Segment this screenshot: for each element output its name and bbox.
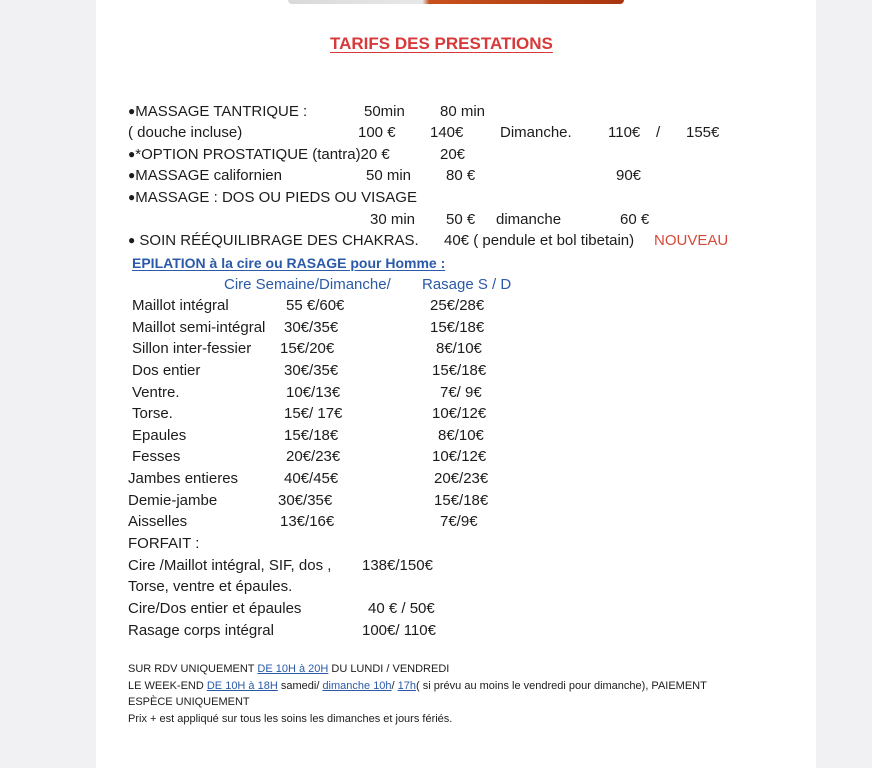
hours-link-sunday[interactable]: dimanche 10h [322, 680, 392, 692]
epil-row-label: Torse. [132, 405, 173, 422]
epil-row-cire: 40€/45€ [284, 470, 339, 487]
dos-dimanche-price: 60 € [620, 211, 650, 228]
epil-row-label: Epaules [132, 427, 187, 444]
page-title: TARIFS DES PRESTATIONS [330, 34, 553, 53]
forfait-item-price: 138€/150€ [362, 557, 433, 574]
hours-link-17h[interactable]: 17h [397, 680, 417, 692]
massage-tantrique-label: ●MASSAGE TANTRIQUE : [128, 103, 308, 120]
californien-duration: 50 min [366, 167, 412, 184]
epil-row-rasage: 10€/12€ [432, 405, 487, 422]
epil-row-rasage: 8€/10€ [438, 427, 484, 444]
massage-californien-label: ●MASSAGE californien [128, 167, 282, 184]
epil-row-cire: 30€/35€ [284, 362, 339, 379]
bullet-icon: ● [128, 190, 136, 204]
forfait-item-label: Cire/Dos entier et épaules [128, 600, 302, 617]
forfait-item-price: 40 € / 50€ [368, 600, 435, 617]
epil-row-cire: 15€/20€ [280, 340, 335, 357]
price-tantrique-80: 140€ [430, 124, 464, 141]
epil-row-rasage: 7€/9€ [440, 513, 478, 530]
dimanche-price-80: 155€ [686, 124, 720, 141]
forfait-item-label: Cire /Maillot intégral, SIF, dos , [128, 557, 332, 574]
nouveau-badge: NOUVEAU [654, 232, 729, 249]
price-tantrique-50: 100 € [358, 124, 396, 141]
epil-row-label: Fesses [132, 448, 181, 465]
column-rasage: Rasage S / D [422, 276, 512, 293]
epil-row-label: Demie-jambe [128, 492, 218, 509]
epil-row-cire: 10€/13€ [286, 384, 341, 401]
dimanche-label: Dimanche. [500, 124, 572, 141]
epil-row-rasage: 10€/12€ [432, 448, 487, 465]
forfait-item-label: Torse, ventre et épaules. [128, 578, 293, 595]
bullet-icon: ● [128, 168, 136, 182]
epil-row-cire: 13€/16€ [280, 513, 335, 530]
chakras-price: 40€ ( pendule et bol tibetain) [444, 232, 635, 249]
epilation-heading: EPILATION à la cire ou RASAGE pour Homme : [132, 255, 446, 271]
californien-dimanche-price: 90€ [616, 167, 642, 184]
epil-row-rasage: 15€/18€ [434, 492, 489, 509]
epil-row-label: Sillon inter-fessier [132, 340, 252, 357]
epil-row-rasage: 20€/23€ [434, 470, 489, 487]
dos-duration: 30 min [370, 211, 416, 228]
forfait-item-price: 100€/ 110€ [362, 622, 436, 639]
column-cire: Cire Semaine/Dimanche/ [224, 276, 391, 293]
forfait-item-label: Rasage corps intégral [128, 622, 274, 639]
footer-hours-weekdays: SUR RDV UNIQUEMENT DE 10H à 20H DU LUNDI / VENDREDI [128, 663, 450, 675]
epil-row-cire: 15€/ 17€ [284, 405, 343, 422]
epil-row-label: Jambes entieres [128, 470, 239, 487]
epil-row-cire: 55 €/60€ [286, 297, 345, 314]
dimanche-price-50: 110€ [608, 124, 641, 141]
forfait-heading: FORFAIT : [128, 535, 200, 552]
duration-50: 50min [364, 103, 405, 120]
epil-row-label: Dos entier [132, 362, 201, 379]
hours-link-weekend[interactable]: DE 10H à 18H [206, 680, 278, 692]
bullet-icon: ● [128, 233, 136, 247]
epil-row-label: Maillot intégral [132, 297, 229, 314]
epil-row-rasage: 25€/28€ [430, 297, 485, 314]
douche-note: ( douche incluse) [128, 124, 243, 141]
option-prostatique-label: ●*OPTION PROSTATIQUE (tantra)20 € [128, 146, 390, 163]
soin-chakras-label: ● SOIN RÉÉQUILIBRAGE DES CHAKRAS. [128, 232, 419, 249]
dos-price: 50 € [446, 211, 476, 228]
footer-hours-weekend: LE WEEK-END DE 10H à 18H samedi/ dimanche 10h/ 17h( si prévu au moins le vendredi pour dimanche), PAIEMENT [128, 680, 707, 692]
massage-dos-label: ●MASSAGE : DOS OU PIEDS OU VISAGE [128, 189, 417, 206]
price-separator: / [656, 124, 661, 141]
bullet-icon: ● [128, 147, 136, 161]
epil-row-rasage: 7€/ 9€ [440, 384, 482, 401]
duration-80: 80 min [440, 103, 486, 120]
epil-row-rasage: 8€/10€ [436, 340, 482, 357]
footer-sunday-note: Prix + est appliqué sur tous les soins les dimanches et jours fériés. [128, 713, 453, 725]
dos-dimanche-label: dimanche [496, 211, 562, 228]
bullet-icon: ● [128, 104, 136, 118]
footer-payment: ESPÈCE UNIQUEMENT [128, 696, 250, 708]
epil-row-rasage: 15€/18€ [432, 362, 487, 379]
californien-price: 80 € [446, 167, 476, 184]
epil-row-label: Maillot semi-intégral [132, 319, 266, 336]
header-photo [288, 0, 624, 4]
epil-row-cire: 15€/18€ [284, 427, 339, 444]
option-prostatique-price: 20€ [440, 146, 466, 163]
epil-row-rasage: 15€/18€ [430, 319, 485, 336]
epil-row-cire: 30€/35€ [284, 319, 339, 336]
epil-row-cire: 30€/35€ [278, 492, 333, 509]
epil-row-cire: 20€/23€ [286, 448, 341, 465]
epil-row-label: Ventre. [132, 384, 180, 401]
hours-link-weekdays[interactable]: DE 10H à 20H [257, 663, 329, 675]
epil-row-label: Aisselles [128, 513, 188, 530]
